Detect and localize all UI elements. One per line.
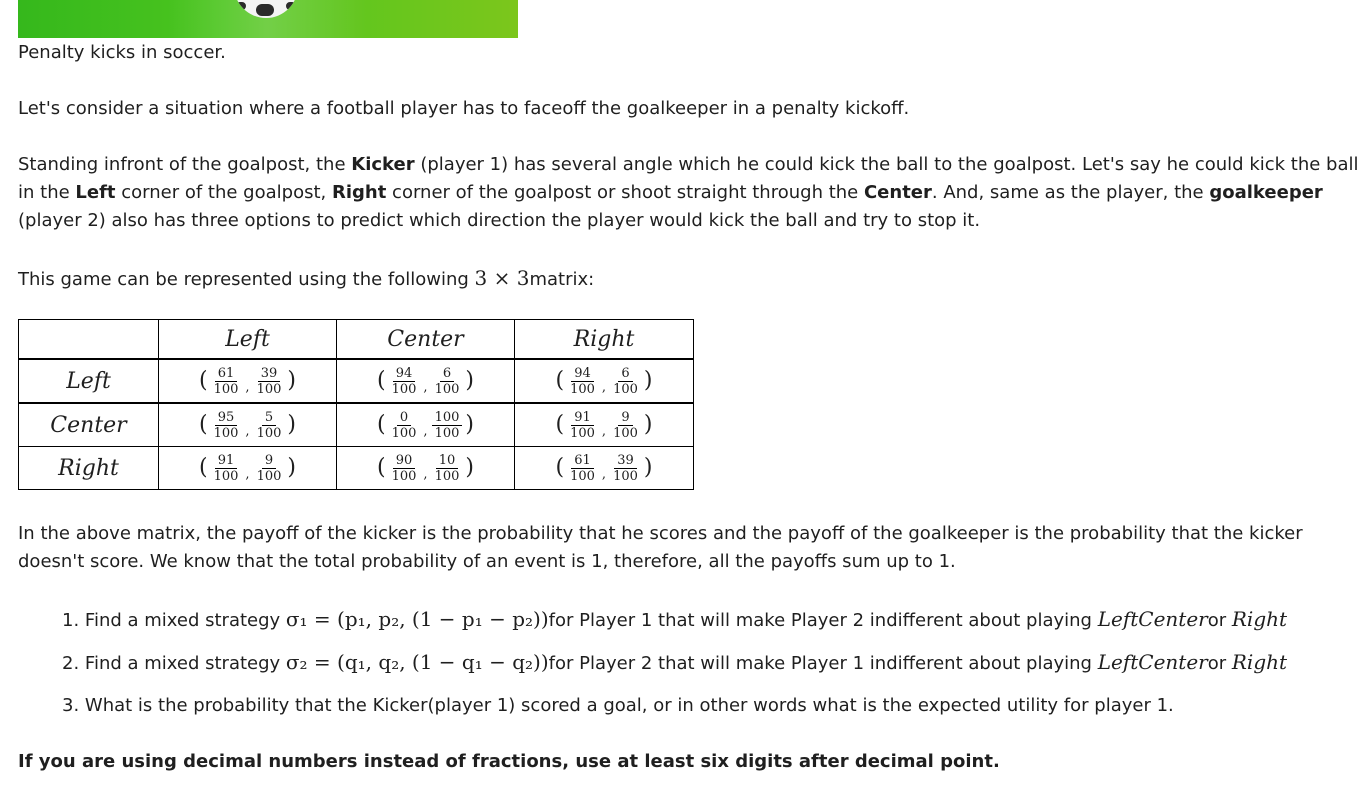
fraction: $\frac{61}{100}$	[570, 452, 595, 484]
fraction: $\frac{39}{100}$	[613, 452, 638, 484]
payoff-pair: ( $\frac{90}{100}$ , $\frac{10}{100}$ )	[377, 452, 474, 484]
payoff-cell	[515, 359, 694, 403]
intro-paragraph: Let's consider a situation where a football player has to faceoff the goalkeeper in a penalty kickoff.	[18, 98, 910, 119]
payoff-pair: ( $\frac{94}{100}$ , $\frac{6}{100}$ )	[555, 365, 653, 397]
payoff-cell	[159, 403, 337, 447]
matrix-intro: This game can be represented using the following 3 × 3matrix:	[18, 266, 595, 290]
fraction: $\frac{61}{100}$	[213, 365, 239, 397]
left-term: Left	[75, 182, 116, 203]
fraction: $\frac{94}{100}$	[391, 365, 417, 397]
fraction: $\frac{100}{100}$	[432, 410, 463, 441]
fraction: $\frac{9}{100}$	[256, 452, 282, 484]
fraction: $\frac{10}{100}$	[434, 452, 460, 484]
soccer-banner-image	[18, 0, 518, 38]
col-header-left: Left	[159, 320, 337, 360]
right-term: Right	[331, 182, 387, 203]
col-header-right: Right	[515, 320, 694, 360]
payoff-cell	[337, 403, 515, 447]
center-term: Center	[863, 182, 932, 203]
fraction: $\frac{95}{100}$	[213, 409, 239, 441]
payoff-matrix	[18, 319, 694, 490]
matrix-corner	[19, 320, 159, 360]
row-header-center: Center	[19, 403, 159, 447]
fraction: $\frac{91}{100}$	[570, 409, 595, 441]
payoff-pair: ( $\frac{95}{100}$ , $\frac{5}{100}$ )	[199, 409, 296, 441]
fraction: $\frac{5}{100}$	[256, 409, 282, 441]
payoff-pair: ( $\frac{61}{100}$ , $\frac{39}{100}$ )	[555, 452, 653, 484]
payoff-cell	[159, 359, 337, 403]
fraction: $\frac{94}{100}$	[570, 365, 595, 397]
payoff-pair: ( $\frac{94}{100}$ , $\frac{6}{100}$ )	[377, 365, 474, 397]
payoff-pair: ( $\frac{91}{100}$ , $\frac{9}{100}$ )	[199, 452, 296, 484]
payoff-cell	[515, 403, 694, 447]
matrix-size-math: 3 × 3	[474, 266, 530, 290]
payoff-cell	[337, 359, 515, 403]
payoff-pair: ( $\frac{61}{100}$ , $\frac{39}{100}$ )	[199, 365, 296, 397]
payoff-cell	[159, 447, 337, 490]
payoff-pair: ( $\frac{0}{100}$ , $\frac{100}{100}$ )	[377, 409, 474, 441]
payoff-cell	[337, 447, 515, 490]
kicker-term: Kicker	[351, 154, 415, 175]
question-1: 1. Find a mixed strategy σ₁ = (p₁, p₂, (1 − p₁ − p₂))for Player 1 that will make Player 2 indifferent about playing LeftCenteror Right	[62, 607, 1288, 631]
image-caption: Penalty kicks in soccer.	[18, 42, 226, 63]
payoff-pair: ( $\frac{91}{100}$ , $\frac{9}{100}$ )	[555, 409, 653, 441]
payoff-explanation: In the above matrix, the payoff of the kicker is the probability that he scores and the payoff of the goalkeeper is the probability that the kicker doesn't score. We know that the total probability of an event is 1, therefore, all the payoffs sum up to 1.	[18, 523, 1303, 572]
question-2: 2. Find a mixed strategy σ₂ = (q₁, q₂, (1 − q₁ − q₂))for Player 2 that will make Player 1 indifferent about playing LeftCenteror Right	[62, 650, 1288, 674]
payoff-cell	[515, 447, 694, 490]
fraction: $\frac{91}{100}$	[213, 452, 239, 484]
fraction: $\frac{6}{100}$	[434, 365, 460, 397]
goalkeeper-term: goalkeeper	[1209, 182, 1323, 203]
fraction: $\frac{39}{100}$	[256, 365, 282, 397]
fraction: $\frac{0}{100}$	[391, 409, 417, 441]
row-header-right: Right	[19, 447, 159, 490]
question-3: 3. What is the probability that the Kicker(player 1) scored a goal, or in other words what is the expected utility for player 1.	[62, 695, 1174, 716]
fraction: $\frac{9}{100}$	[613, 409, 638, 441]
fraction: $\frac{6}{100}$	[613, 365, 638, 397]
fraction: $\frac{90}{100}$	[391, 452, 417, 484]
col-header-center: Center	[337, 320, 515, 360]
row-header-left: Left	[19, 359, 159, 403]
description-paragraph: Standing infront of the goalpost, the Kicker (player 1) has several angle which he could kick the ball to the goalpost. Let's say he could kick the ball in the Left corner of the goalpost, Right corner of the goalpost or shoot straight through the Center. And, same as the player, the goalkeeper (player 2) also has three options to predict which direction the player would kick the ball and try to stop it.	[18, 154, 1359, 231]
decimal-note: If you are using decimal numbers instead of fractions, use at least six digits after decimal point.	[18, 751, 1000, 772]
